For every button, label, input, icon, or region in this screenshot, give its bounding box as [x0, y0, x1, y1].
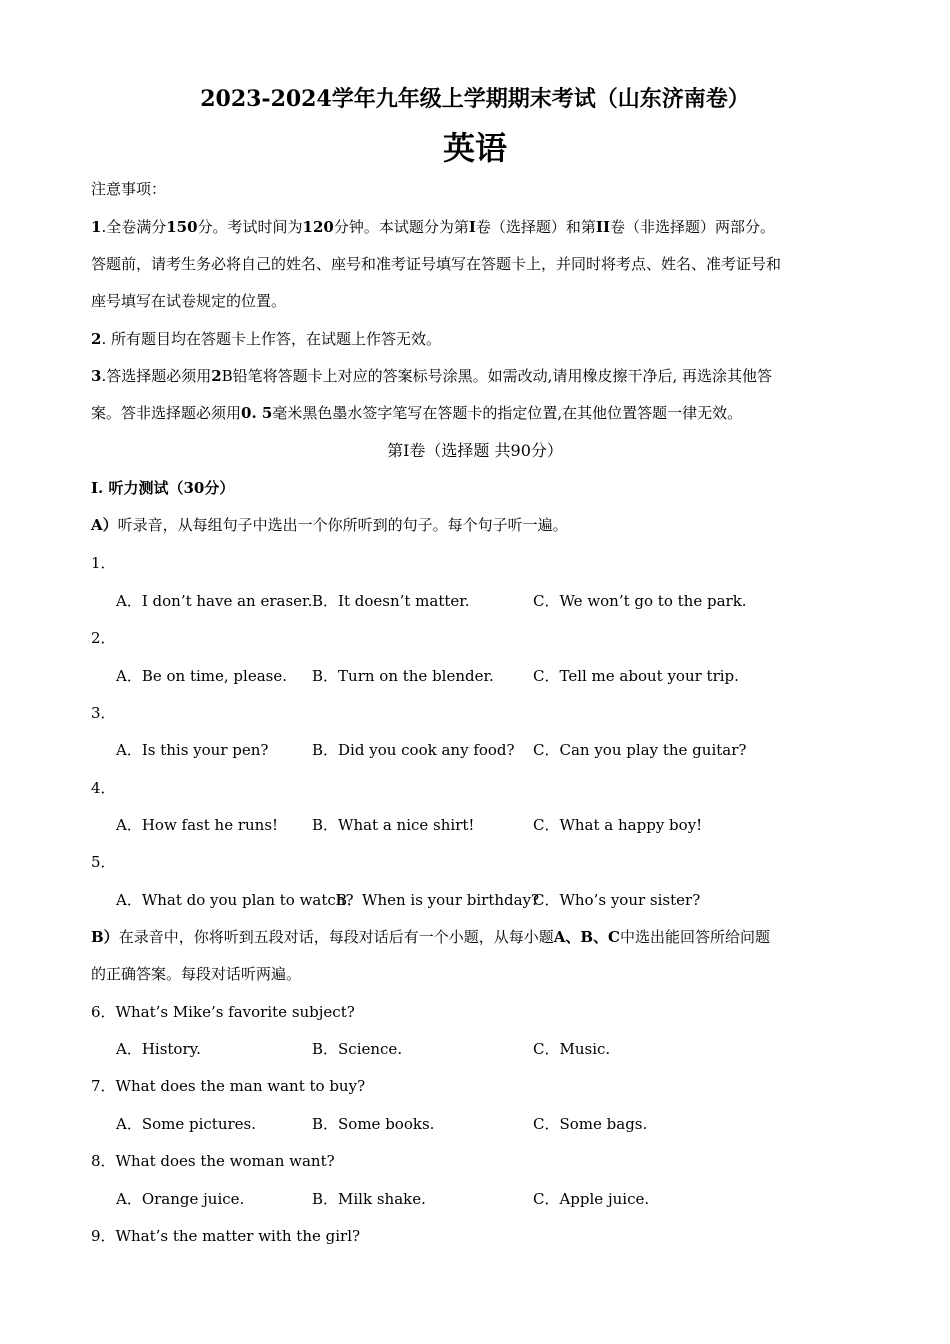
- option-a: A．Is this your pen?: [116, 741, 269, 759]
- option-c: C．Music.: [533, 1040, 611, 1058]
- section-b-instruction-1: B）在录音中，你将听到五段对话，每段对话后有一个小题，从每小题A、B、C中选出能回答所给问题: [91, 928, 770, 946]
- question-stem: 8．What does the woman want?: [91, 1152, 335, 1170]
- option-c: C．Tell me about your trip.: [533, 667, 739, 685]
- section-b-instruction-2: 的正确答案。每段对话听两遍。: [91, 965, 302, 983]
- question-number: 3．: [91, 704, 116, 722]
- option-a: A．How fast he runs!: [116, 816, 279, 834]
- question-number: 2．: [91, 629, 116, 647]
- note-line-1: 1.全卷满分150分。考试时间为120分钟。本试题分为第I卷（选择题）和第II卷（非选择题）两部分。: [91, 218, 775, 236]
- listening-section-title: Ⅰ. 听力测试（30分）: [91, 479, 235, 497]
- option-b: B．Science.: [312, 1040, 403, 1058]
- option-a: A．I don’t have an eraser.: [116, 592, 313, 610]
- note-line-3: 座号填写在试卷规定的位置。: [91, 292, 287, 310]
- option-a: A．What do you plan to watch?: [116, 891, 354, 909]
- note-line-4: 2. 所有题目均在答题卡上作答，在试题上作答无效。: [91, 330, 441, 348]
- option-b: B．What a nice shirt!: [312, 816, 475, 834]
- option-c: C．Can you play the guitar?: [533, 741, 747, 759]
- note-line-2: 答题前，请考生务必将自己的姓名、座号和准考证号填写在答题卡上，并同时将考点、姓名、准考证号和: [91, 255, 782, 273]
- option-a: A．Orange juice.: [116, 1190, 245, 1208]
- option-b: B．When is your birthday?: [336, 891, 540, 909]
- option-b: B．Some books.: [312, 1115, 435, 1133]
- question-number: 5．: [91, 853, 116, 871]
- option-a: A．History.: [116, 1040, 201, 1058]
- question-stem: 9．What’s the matter with the girl?: [91, 1227, 361, 1245]
- note-line-6: 案。答非选择题必须用0. 5毫米黑色墨水签字笔写在答题卡的指定位置,在其他位置答题一律无效。: [91, 404, 743, 422]
- question-stem: 7．What does the man want to buy?: [91, 1077, 366, 1095]
- section-a-instruction: A）听录音，从每组句子中选出一个你所听到的句子。每个句子听一遍。: [91, 516, 568, 534]
- option-b: B．It doesn’t matter.: [312, 592, 470, 610]
- exam-title: 2023-2024学年九年级上学期期末考试（山东济南卷）: [200, 86, 750, 112]
- option-c: C．We won’t go to the park.: [533, 592, 747, 610]
- notes-heading: 注意事项：: [91, 180, 167, 198]
- question-stem: 6．What’s Mike’s favorite subject?: [91, 1003, 355, 1021]
- option-b: B．Milk shake.: [312, 1190, 426, 1208]
- option-c: C．Apple juice.: [533, 1190, 650, 1208]
- option-c: C．Who’s your sister?: [533, 891, 701, 909]
- question-number: 4．: [91, 779, 116, 797]
- option-c: C．Some bags.: [533, 1115, 648, 1133]
- note-line-5: 3.答选择题必须用2B铅笔将答题卡上对应的答案标号涂黑。如需改动,请用橡皮擦干净后, 再选涂其他答: [91, 367, 772, 385]
- exam-subject: 英语: [442, 129, 507, 167]
- part1-title: 第Ⅰ卷（选择题 共90分）: [387, 441, 563, 460]
- option-c: C．What a happy boy!: [533, 816, 703, 834]
- option-b: B．Did you cook any food?: [312, 741, 515, 759]
- option-a: A．Be on time, please.: [116, 667, 287, 685]
- option-a: A．Some pictures.: [116, 1115, 257, 1133]
- question-number: 1．: [91, 554, 116, 572]
- option-b: B．Turn on the blender.: [312, 667, 494, 685]
